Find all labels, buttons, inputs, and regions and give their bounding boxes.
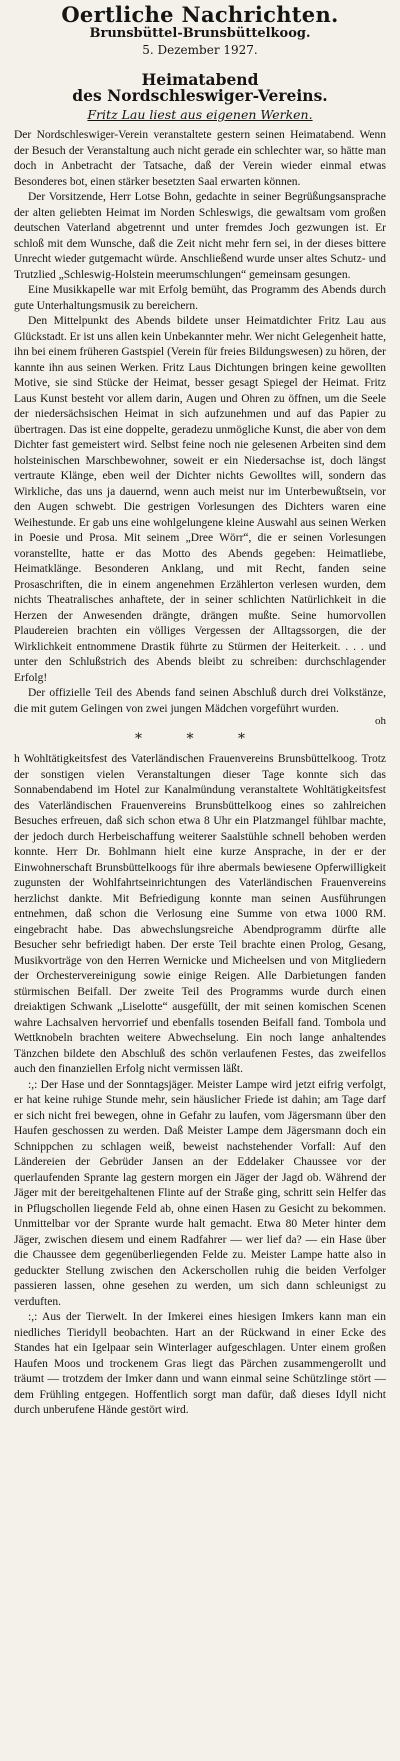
news-item-tierwelt: :,: Aus der Tierwelt. In der Imkerei eines hiesigen Imkers kann man ein niedliches Tieridyll beobachten. Hart an der Rückwand in einer Ecke des Standes hat ein Igelpaar sein Winterlager aufgeschlagen. Unter einem großen Haufen Moos und trockenem Gras liegt das Pärchen zusammengerollt und träumt — trotzdem der Imker dann und wann einmal seine Schützlinge stört — dem Frühling entgegen. Hoffentlich sorgt man dafür, daß dieses Idyll nicht durch unberufene Hände gestört wird.	[14, 1311, 386, 1416]
article-headline-2: des Nordschleswiger-Vereins.	[72, 86, 328, 105]
article-paragraph: Eine Musikkapelle war mit Erfolg bemüht, das Programm des Abends durch gute Unterhaltungsmusik zu bereichern.	[14, 284, 386, 312]
article-subhead: Fritz Lau liest aus eigenen Werken.	[87, 107, 313, 122]
section-divider: * * *	[135, 731, 265, 747]
article-paragraph: Der offizielle Teil des Abends fand seinen Abschluß durch drei Volkstänze, die mit gutem Gelingen von zwei jungen Mädchen vorgeführt wurden.	[14, 687, 386, 715]
news-item-hase-sonntagsjaeger: :,: Der Hase und der Sonntagsjäger. Meister Lampe wird jetzt eifrig verfolgt, er hat keine ruhige Stunde mehr, sein häuslicher Friede ist dahin; am Tage darf er sich nicht frei bewegen, ohne in Gefahr zu laufen, vom Jägersmann über den Haufen geschossen zu werden. Daß Meister Lampe dem Jägersmann doch ein Schnippchen zu schlagen weiß, beweist nachstehender Vorfall: Auf den Ländereien der Gebrüder Jansen an der Eddelaker Chaussee vor der querlaufenden Sprante lag gestern morgen ein Jäger der Jagd ob. Während der Jäger mit der bereitgehaltenen Flinte auf der Straße ging, schritt sein Helfer das in Pflugschollen liegende Feld ab, ohne einen Hasen zu Gesicht zu bekommen. Unmittelbar vor der Sprante wurde halt gemacht. Etwa 80 Meter hinter dem Jäger, zwischen diesem und einem Radfahrer — wer lief da? — ein Hase über die Chaussee dem gegenüberliegenden Felde zu. Meister Lampe hatte also in geduckter Stellung zwischen den Ackerschollen ruhig die beiden Verfolger passieren lassen, ohne gesehen zu werden, um sich dann schleunigst zu verduften.	[14, 1078, 386, 1308]
section-masthead: Oertliche Nachrichten.	[61, 2, 339, 27]
article-heimatabend	[14, 72, 386, 728]
date-line: 5. Dezember 1927.	[142, 43, 258, 57]
place-line: Brunsbüttel-Brunsbüttelkoog.	[89, 26, 311, 41]
news-item-wohltaetigkeitsfest: h Wohltätigkeitsfest des Vaterländischen Frauenvereins Brunsbüttelkoog. Trotz der sonstigen vielen Veranstaltungen dieser Tage konnte sich das Sonnabendabend im Hotel zur Kanalmündung veranstaltete Wohltätigkeitsfest des Vaterländischen Frauenvereins Brunsbüttelkoog eines so zahlreichen Besuches erfreuen, daß sich schon etwa 8 Uhr ein Platzmangel fühlbar machte, der jedoch durch Herbeischaffung weiterer Saalstühle schnell behoben werden konnte. Herr Dr. Bohlmann hielt eine kurze Ansprache, in der er der Einwohnerschaft Brunsbüttelkoogs für ihre abermals bewiesene Opferwilligkeit zugunsten der Wohlfahrtseinrichtungen des Vaterländischen Frauenvereins herzlichst dankte. Mit Befriedigung konnte man seinen Ausführungen entnehmen, daß schon die Verlosung eine Summe von etwa 1000 RM. eingebracht habe. Das abwechslungsreiche Abendprogramm dürfte alle Besucher sehr befriedigt haben. Der erste Teil brachte einen Prolog, Gesang, Musikvorträge von den Herren Wernicke und Micheelsen und von Mitgliedern der Orchestervereinigung sowie einige Reigen. Alle Darbietungen fanden stürmischen Beifall. Der zweite Teil des Programms wurde durch einen dreiaktigen Schwank „Liselotte“ ausgefüllt, der mit seinen komischen Scenen wahre Lachsalven hervorrief und ebenfalls tosenden Beifall fand. Tombola und Wettknobeln brachten weitere Abwechselung. Ein noch lange anhaltendes Tänzchen bildete den Abschluß des schön verlaufenen Festes, das zweifellos auch den finanziellen Erfolg nicht vermissen läßt.	[14, 753, 386, 1075]
article-headline-1: Heimatabend	[141, 70, 259, 89]
article-paragraph: Der Nordschleswiger-Verein veranstaltete gestern seinen Heimatabend. Wenn der Besuch der Veranstaltung auch nicht gerade ein schlechter war, so hätte man doch in Anbetracht der Tatsache, daß der Verein wieder einmal etwas Besonderes bot, einen stärker besetzten Saal erwarten können.	[14, 129, 386, 188]
article-signature: oh	[375, 715, 386, 727]
article-paragraph: Der Vorsitzende, Herr Lotse Bohn, gedachte in seiner Begrüßungsansprache der alten geliebten Heimat im Norden Schleswigs, die gewaltsam vom großen deutschen Vaterland abgetrennt und unter fremdes Joch gezwungen ist. Er schloß mit dem Wunsche, daß die Zeit nicht mehr fern sei, in der dieses bittere Unrecht wieder gutgemacht würde. Anschließend wurde unser altes Schutz- und Trutzlied „Schleswig-Holstein meerumschlungen“ gemeinsam gesungen.	[14, 191, 386, 281]
article-paragraph: Den Mittelpunkt des Abends bildete unser Heimatdichter Fritz Lau aus Glückstadt. Er ist uns allen kein Unbekannter mehr. Wer nicht Gelegenheit hatte, ihn bei einem früheren Gastspiel (Verein für freies Bildungswesen) zu hören, der kannte ihn aus seinen Werken. Fritz Laus Dichtungen bringen keine gewollten Motive, sie sind Stücke der Heimat, besser gesagt Spiegel der Heimat. Fritz Laus Kunst besteht vor allem darin, Augen und Ohren zu öffnen, um die Seele der niedersächsischen Heimat in sich aufzunehmen und auf das Papier zu übertragen. Das ist eine doppelte, geradezu unmögliche Kunst, die aber von dem Dichter fast gemeistert wird. Selbst feine noch nie gelesenen Arbeiten sind dem holsteinischen Marschbewohner, soweit er ein Niedersachse ist, doch längst vertraute Klänge, eben weil der Dichter nichts Gewolltes will, sondern das Wirkliche, das uns ja dauernd, wenn auch meist nur im Unterbewußtsein, vor den Augen schwebt. Die gestrigen Vorlesungen des Dichters waren eine Weihestunde. Er gab uns eine wohlgelungene kleine Auswahl aus seinen Werken in Poesie und Prosa. Mit seinem „Dree Wörr“, die er seinen Vorlesungen voranstellte, hatte er das Motto des Abends gegeben: Heimatliebe, Heimatklänge. Besonderen Anklang, und mit Recht, fanden seine Prosaschriften, die in einem angenehmen Erzählerton verlesen wurden, dem nichts Theatralisches anhaftete, der in seiner schlichten Natürlichkeit in die Herzen der Anwesenden drängte, drängen mußte. Seine humorvollen Plaudereien brachten ein völliges Vergessen der Alltagssorgen, die der Wirklichkeit entnommene Drastik führte zu Stürmen der Heiterkeit. . . . und unter den Schlußstrich des Abends bleibt zu schreiben: durchschlagender Erfolg!	[14, 315, 386, 684]
local-news-briefs	[14, 752, 386, 1419]
